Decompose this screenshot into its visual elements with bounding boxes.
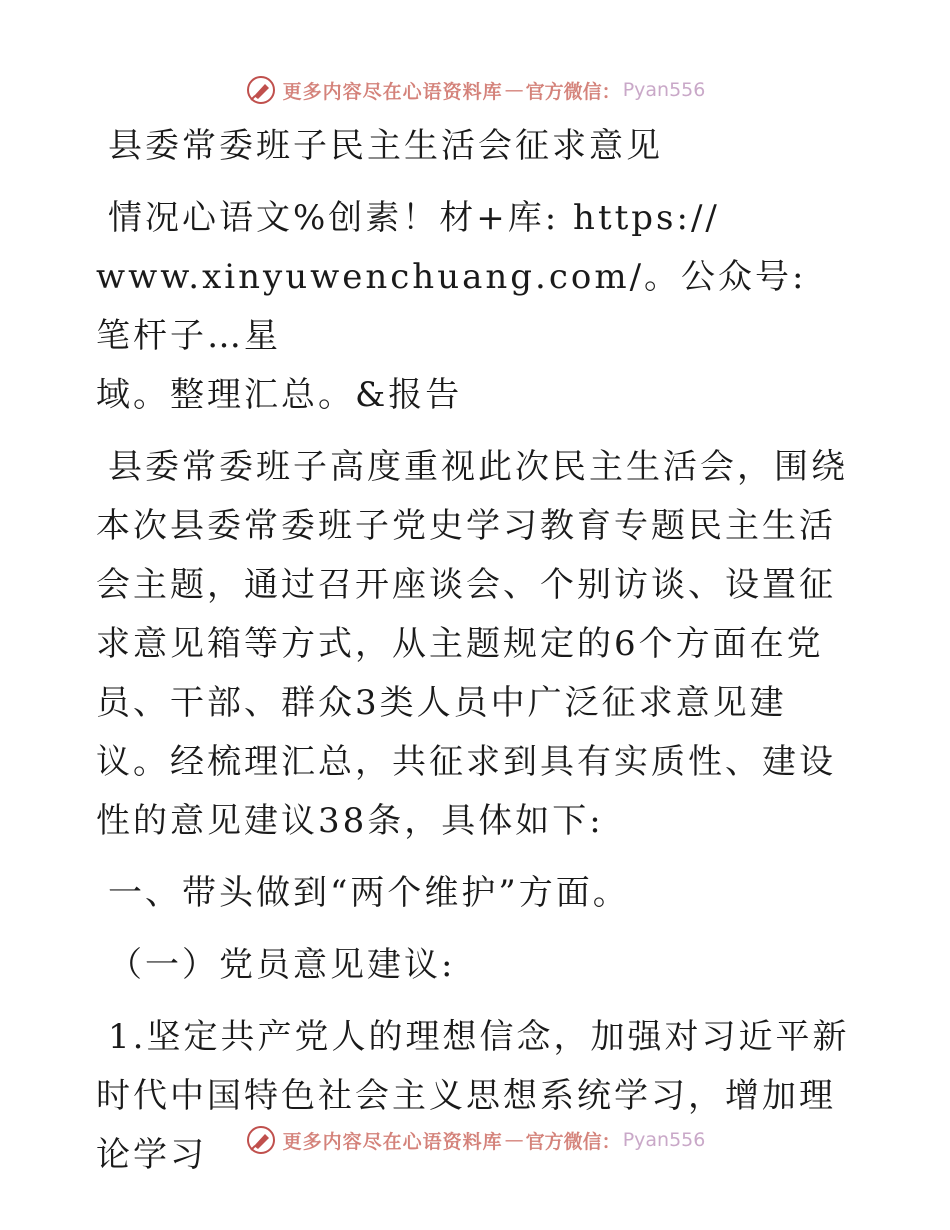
subtitle-line-3: 域。整理汇总。&报告 — [96, 375, 463, 415]
subtitle-line-2: www.xinyuwenchuang.com/。公众号: 笔杆子…星 — [96, 257, 807, 356]
watermark-label: 官方微信： — [525, 1130, 621, 1153]
heading-1: 一、带头做到“两个维护”方面。 — [108, 873, 630, 913]
logo-icon — [245, 1124, 277, 1156]
subtitle-block — [96, 189, 856, 425]
logo-icon — [245, 74, 277, 106]
document-body — [96, 117, 856, 1185]
subtitle-line-1: 情况心语文%创素！材+库: https:// — [108, 198, 720, 238]
item-1: 1.坚定共产党人的理想信念，加强对习近平新时代中国特色社会主义思想系统学习，增加理论学习 — [96, 1017, 850, 1175]
watermark-header — [0, 70, 950, 110]
watermark-id: Pyan556 — [622, 79, 706, 101]
paragraph-1: 县委常委班子高度重视此次民主生活会，围绕本次县委常委班子党史学习教育专题民主生活会主题，通过召开座谈会、个别访谈、设置征求意见箱等方式，从主题规定的6个方面在党员、干部、群众3类人员中广泛征求意见建议。经梳理汇总，共征求到具有实质性、建设性的意见建议38条，具体如下: — [96, 447, 848, 841]
watermark-separator: — — [504, 79, 524, 101]
watermark-label: 官方微信： — [525, 80, 621, 103]
heading-2: （一）党员意见建议: — [108, 945, 456, 985]
document-title: 县委常委班子民主生活会征求意见 — [108, 126, 663, 166]
watermark-text: 更多内容尽在心语资料库 — [282, 1130, 503, 1153]
watermark-separator: — — [504, 1129, 524, 1151]
watermark-text: 更多内容尽在心语资料库 — [282, 80, 503, 103]
watermark-id: Pyan556 — [622, 1129, 706, 1151]
watermark-footer — [0, 1120, 950, 1160]
